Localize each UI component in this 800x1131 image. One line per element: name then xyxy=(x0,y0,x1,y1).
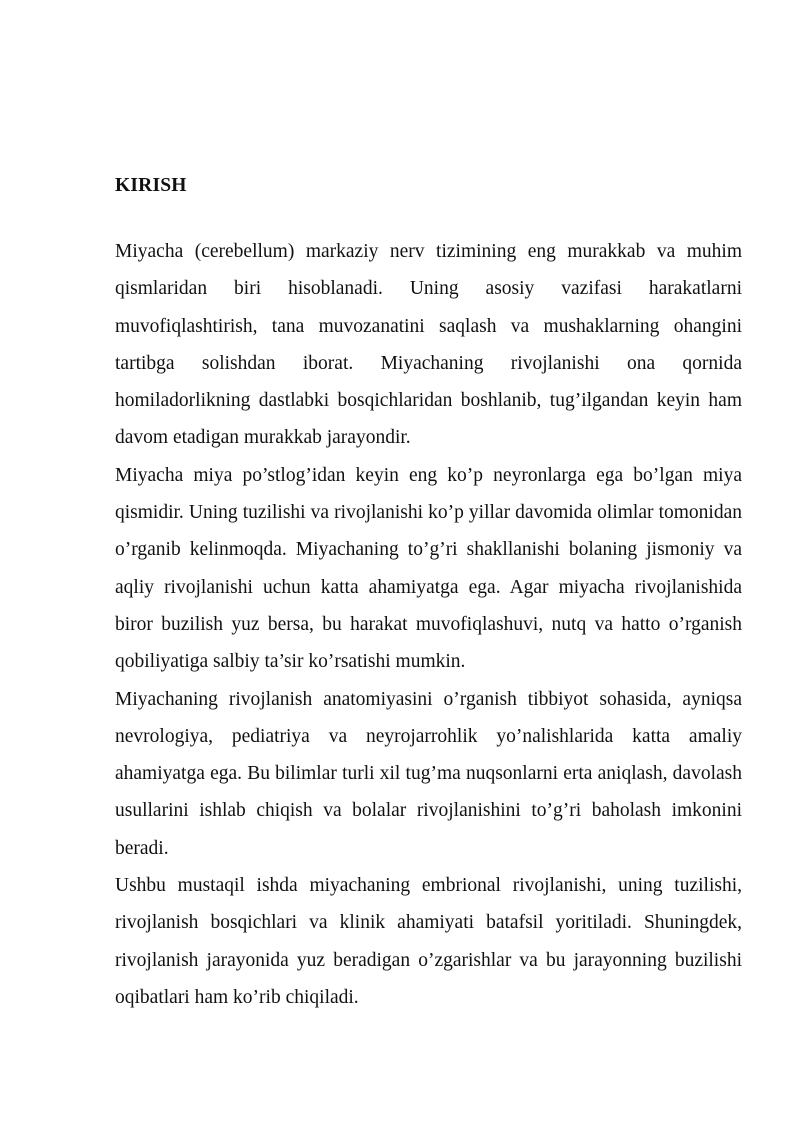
paragraph-4: Ushbu mustaqil ishda miyachaning embrional rivojlanishi, uning tuzilishi, rivojlanish bosqichlari va klinik ahamiyati batafsil yoritiladi. Shuningdek, rivojlanish jarayonida yuz beradigan o’zgarishlar va bu jarayonning buzilishi oqibatlari ham ko’rib chiqiladi. xyxy=(115,875,742,1008)
paragraph-3: Miyachaning rivojlanish anatomiyasini o’rganish tibbiyot sohasida, ayniqsa nevrologiya, pediatriya va neyrojarrohlik yo’nalishlarida katta amaliy ahamiyatga ega. Bu bilimlar turli xil tug’ma nuqsonlarni erta aniqlash, davolash usullarini ishlab chiqish va bolalar rivojlanishini to’g’ri baholash imkonini beradi. xyxy=(115,688,742,859)
paragraph-1: Miyacha (cerebellum) markaziy nerv tizimining eng murakkab va muhim qismlaridan biri hisoblanadi. Uning asosiy vazifasi harakatlarni muvofiqlashtirish, tana muvozanatini saqlash va mushaklarning ohangini tartibga solishdan iborat. Miyachaning rivojlanishi ona qornida homiladorlikning dastlabki bosqichlaridan boshlanib, tug’ilgandan keyin ham davom etadigan murakkab jarayondir. xyxy=(115,241,742,449)
section-heading: KIRISH xyxy=(115,175,187,196)
paragraph-2: Miyacha miya po’stlog’idan keyin eng ko’p neyronlarga ega bo’lgan miya qismidir. Uning tuzilishi va rivojlanishi ko’p yillar davomida olimlar tomonidan o’rganib kelinmoqda. Miyachaning to’g’ri shakllanishi bolaning jismoniy va aqliy rivojlanishi uchun katta ahamiyatga ega. Agar miyacha rivojlanishida biror buzilish yuz bersa, bu harakat muvofiqlashuvi, nutq va hatto o’rganish qobiliyatiga salbiy ta’sir ko’rsatishi mumkin. xyxy=(115,464,742,673)
document-body xyxy=(115,171,742,1016)
